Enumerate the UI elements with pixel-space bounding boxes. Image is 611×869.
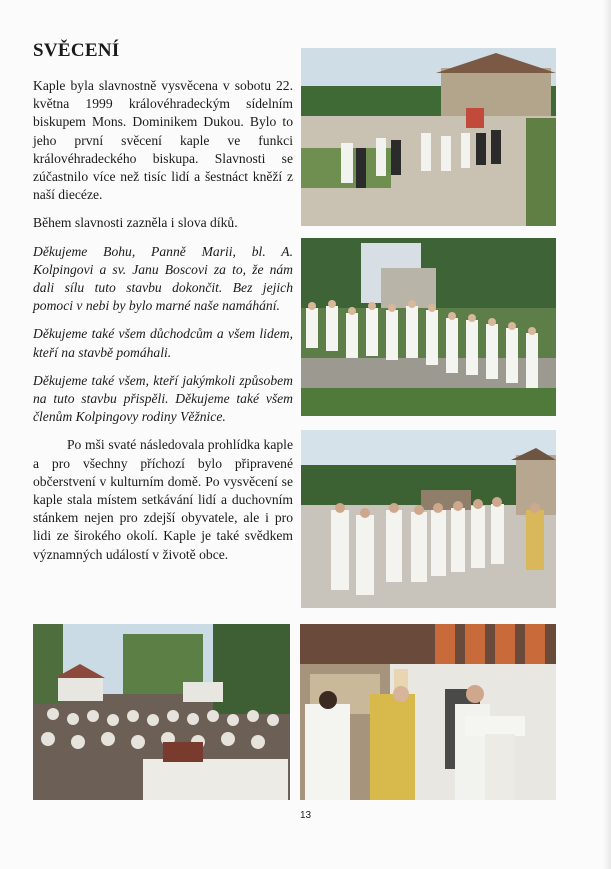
paragraph-thanks-god: Děkujeme Bohu, Panně Marii, bl. A. Kolpingovi a sv. Janu Boscovi za to, že nám dali sílu tuto stavbu dokončit. Bez jejich pomoci v nebi by bylo marné naše namáhání. — [33, 243, 293, 314]
photo-chapel-interior — [300, 624, 556, 800]
photo-children-procession — [301, 238, 556, 416]
paragraph-after-mass: Po mši svaté následovala prohlídka kaple a pro všechny příchozí bylo připravené občerstvení v kulturním domě. Po vysvěcení se kaple stala místem setkávání lidí a duchovním stánkem nejen pro zdejší obyvatele, ale i pro lidi ze širokého okolí. Kaple je také svědkem významných událostí v životě obce. — [33, 437, 293, 562]
paragraph-thanks-intro: Během slavnosti zazněla i slova díků. — [33, 215, 238, 231]
photo-crowd-gathering — [33, 624, 290, 800]
photo-procession-road — [301, 48, 556, 226]
photo-clergy-procession — [301, 430, 556, 608]
page-number: 13 — [299, 810, 312, 821]
paragraph-thanks-helpers: Děkujeme také všem důchodcům a všem lidem, kteří na stavbě pomáhali. — [33, 326, 293, 360]
paragraph-consecration: Kaple byla slavnostně vysvěcena v sobotu 22. května 1999 královéhradeckým sídelním biskupem Mons. Dominikem Dukou. Bylo to jeho první svěcení kaple ve funkci královéhradeckého biskupa. Slavnosti se zúčastnilo více než tisíc lidí a šestnáct kněží z naší diecéze. — [33, 78, 293, 203]
paragraph-thanks-donors: Děkujeme také všem, kteří jakýmkoli způsobem na tuto stavbu přispěli. Děkujeme také všem členům Kolpingovy rodiny Věžnice. — [33, 372, 293, 425]
section-heading: SVĚCENÍ — [33, 40, 120, 61]
body-text — [33, 77, 293, 574]
page-edge-shadow — [603, 0, 611, 869]
